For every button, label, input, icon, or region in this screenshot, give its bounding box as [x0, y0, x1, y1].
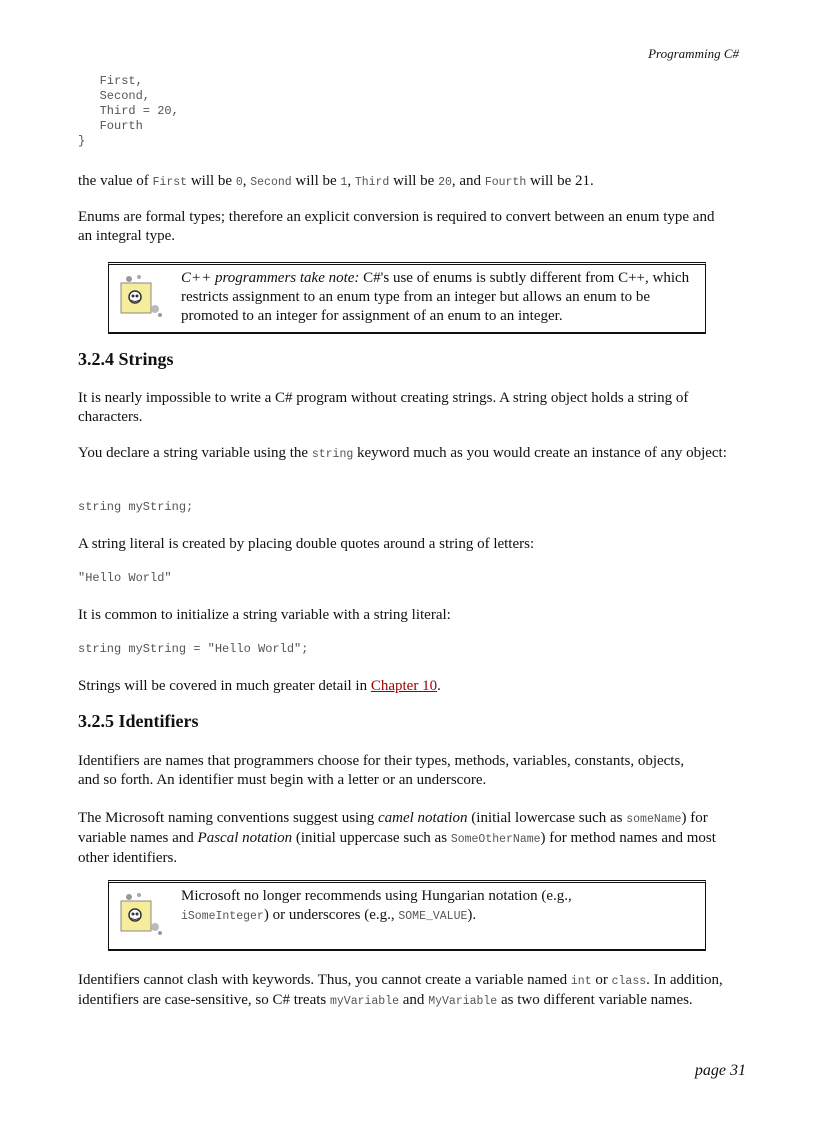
inline-code: string [311, 448, 354, 461]
text: The Microsoft naming conventions suggest using [78, 810, 378, 826]
text: Identifiers cannot clash with keywords. Thus, you cannot create a variable named [78, 972, 571, 988]
section-heading-strings: 3.2.4 Strings [78, 349, 174, 369]
text: ) for method names and most other identifiers. [78, 830, 716, 866]
paragraph-enum-values [78, 172, 743, 192]
code-block-enum [78, 74, 179, 149]
chapter-10-link[interactable]: Chapter 10 [370, 678, 438, 694]
paragraph-identifiers-intro: Identifiers are names that programmers choose for their types, methods, variables, constants, objects, and so forth. An identifier must begin with a letter or an underscore. [78, 753, 685, 788]
paragraph-strings-intro: It is nearly impossible to write a C# program without creating strings. A string object holds a string of characters. [78, 390, 689, 425]
text: ) for variable names and [78, 810, 708, 846]
text: or [591, 972, 612, 988]
text: Microsoft no longer recommends using Hungarian notation (e.g., [181, 888, 572, 904]
emphasis: Pascal notation [197, 830, 293, 846]
inline-code: 0 [235, 176, 243, 189]
inline-code: First [152, 176, 188, 189]
note-icon [117, 889, 165, 937]
text: and [399, 992, 429, 1008]
text: , and [451, 173, 485, 189]
text: Strings will be covered in much greater detail in [78, 678, 371, 694]
section-heading-identifiers: 3.2.5 Identifiers [78, 711, 199, 731]
text: will be [187, 173, 236, 189]
inline-code: iSomeInteger [181, 910, 264, 923]
paragraph-naming-conventions [78, 809, 743, 868]
text: ). [467, 907, 477, 923]
inline-code: 1 [340, 176, 348, 189]
note-box-hungarian [108, 880, 706, 951]
inline-code: SomeOtherName [450, 833, 541, 846]
paragraph-strings-chapter [78, 677, 743, 696]
running-header: Programming C# [648, 46, 739, 61]
note-box-cpp [108, 262, 706, 334]
text: as two different variable names. [497, 992, 693, 1008]
inline-code: SOME_VALUE [398, 910, 468, 923]
code-line: Third = 20, [78, 104, 179, 118]
paragraph-string-literal: A string literal is created by placing double quotes around a string of letters: [78, 536, 535, 552]
paragraph-string-init: It is common to initialize a string variable with a string literal: [78, 607, 451, 623]
text: You declare a string variable using the [78, 445, 312, 461]
text: (initial lowercase such as [467, 810, 627, 826]
inline-code: someName [626, 813, 682, 826]
note-icon [117, 271, 165, 319]
code-line: "Hello World" [78, 571, 172, 585]
text: ) or underscores (e.g., [263, 907, 399, 923]
inline-code: int [570, 975, 592, 988]
text: will be 21. [526, 173, 594, 189]
text: , [347, 173, 355, 189]
code-line: Second, [78, 89, 151, 103]
code-line: Fourth [78, 119, 143, 133]
inline-code: 20 [438, 176, 452, 189]
inline-code: myVariable [330, 995, 400, 1008]
paragraph-string-declare [78, 444, 728, 464]
code-line: string myString = "Hello World"; [78, 642, 309, 656]
text: will be [291, 173, 341, 189]
inline-code: Third [354, 176, 390, 189]
note-lead: C++ programmers take note: [181, 270, 360, 286]
text: the value of [78, 173, 153, 189]
inline-code: class [611, 975, 647, 988]
text: keyword much as you would create an instance of any object: [353, 445, 727, 461]
text: will be [389, 173, 439, 189]
paragraph-identifier-rules [78, 971, 743, 1011]
note-text [181, 269, 701, 326]
inline-code: MyVariable [428, 995, 498, 1008]
emphasis: camel notation [377, 810, 468, 826]
code-line: string myString; [78, 500, 194, 514]
text: , [242, 173, 251, 189]
inline-code: Fourth [484, 176, 527, 189]
text: (initial uppercase such as [292, 830, 451, 846]
paragraph-enum-types: Enums are formal types; therefore an explicit conversion is required to convert between an enum type and an integral type. [78, 209, 715, 244]
inline-code: Second [250, 176, 292, 189]
text: . [437, 678, 441, 694]
code-line: First, [78, 74, 143, 88]
code-line: } [78, 134, 86, 148]
text: . In addition, identifiers are case-sensitive, so C# treats [78, 972, 723, 1008]
text: C#'s use of enums is subtly different from C++, which restricts assignment to an enum type from an integer but allows an enum to be promoted to an integer for assignment of an enum to an integer. [181, 270, 690, 324]
note-text [181, 887, 621, 926]
page-number: page 31 [694, 1062, 746, 1079]
